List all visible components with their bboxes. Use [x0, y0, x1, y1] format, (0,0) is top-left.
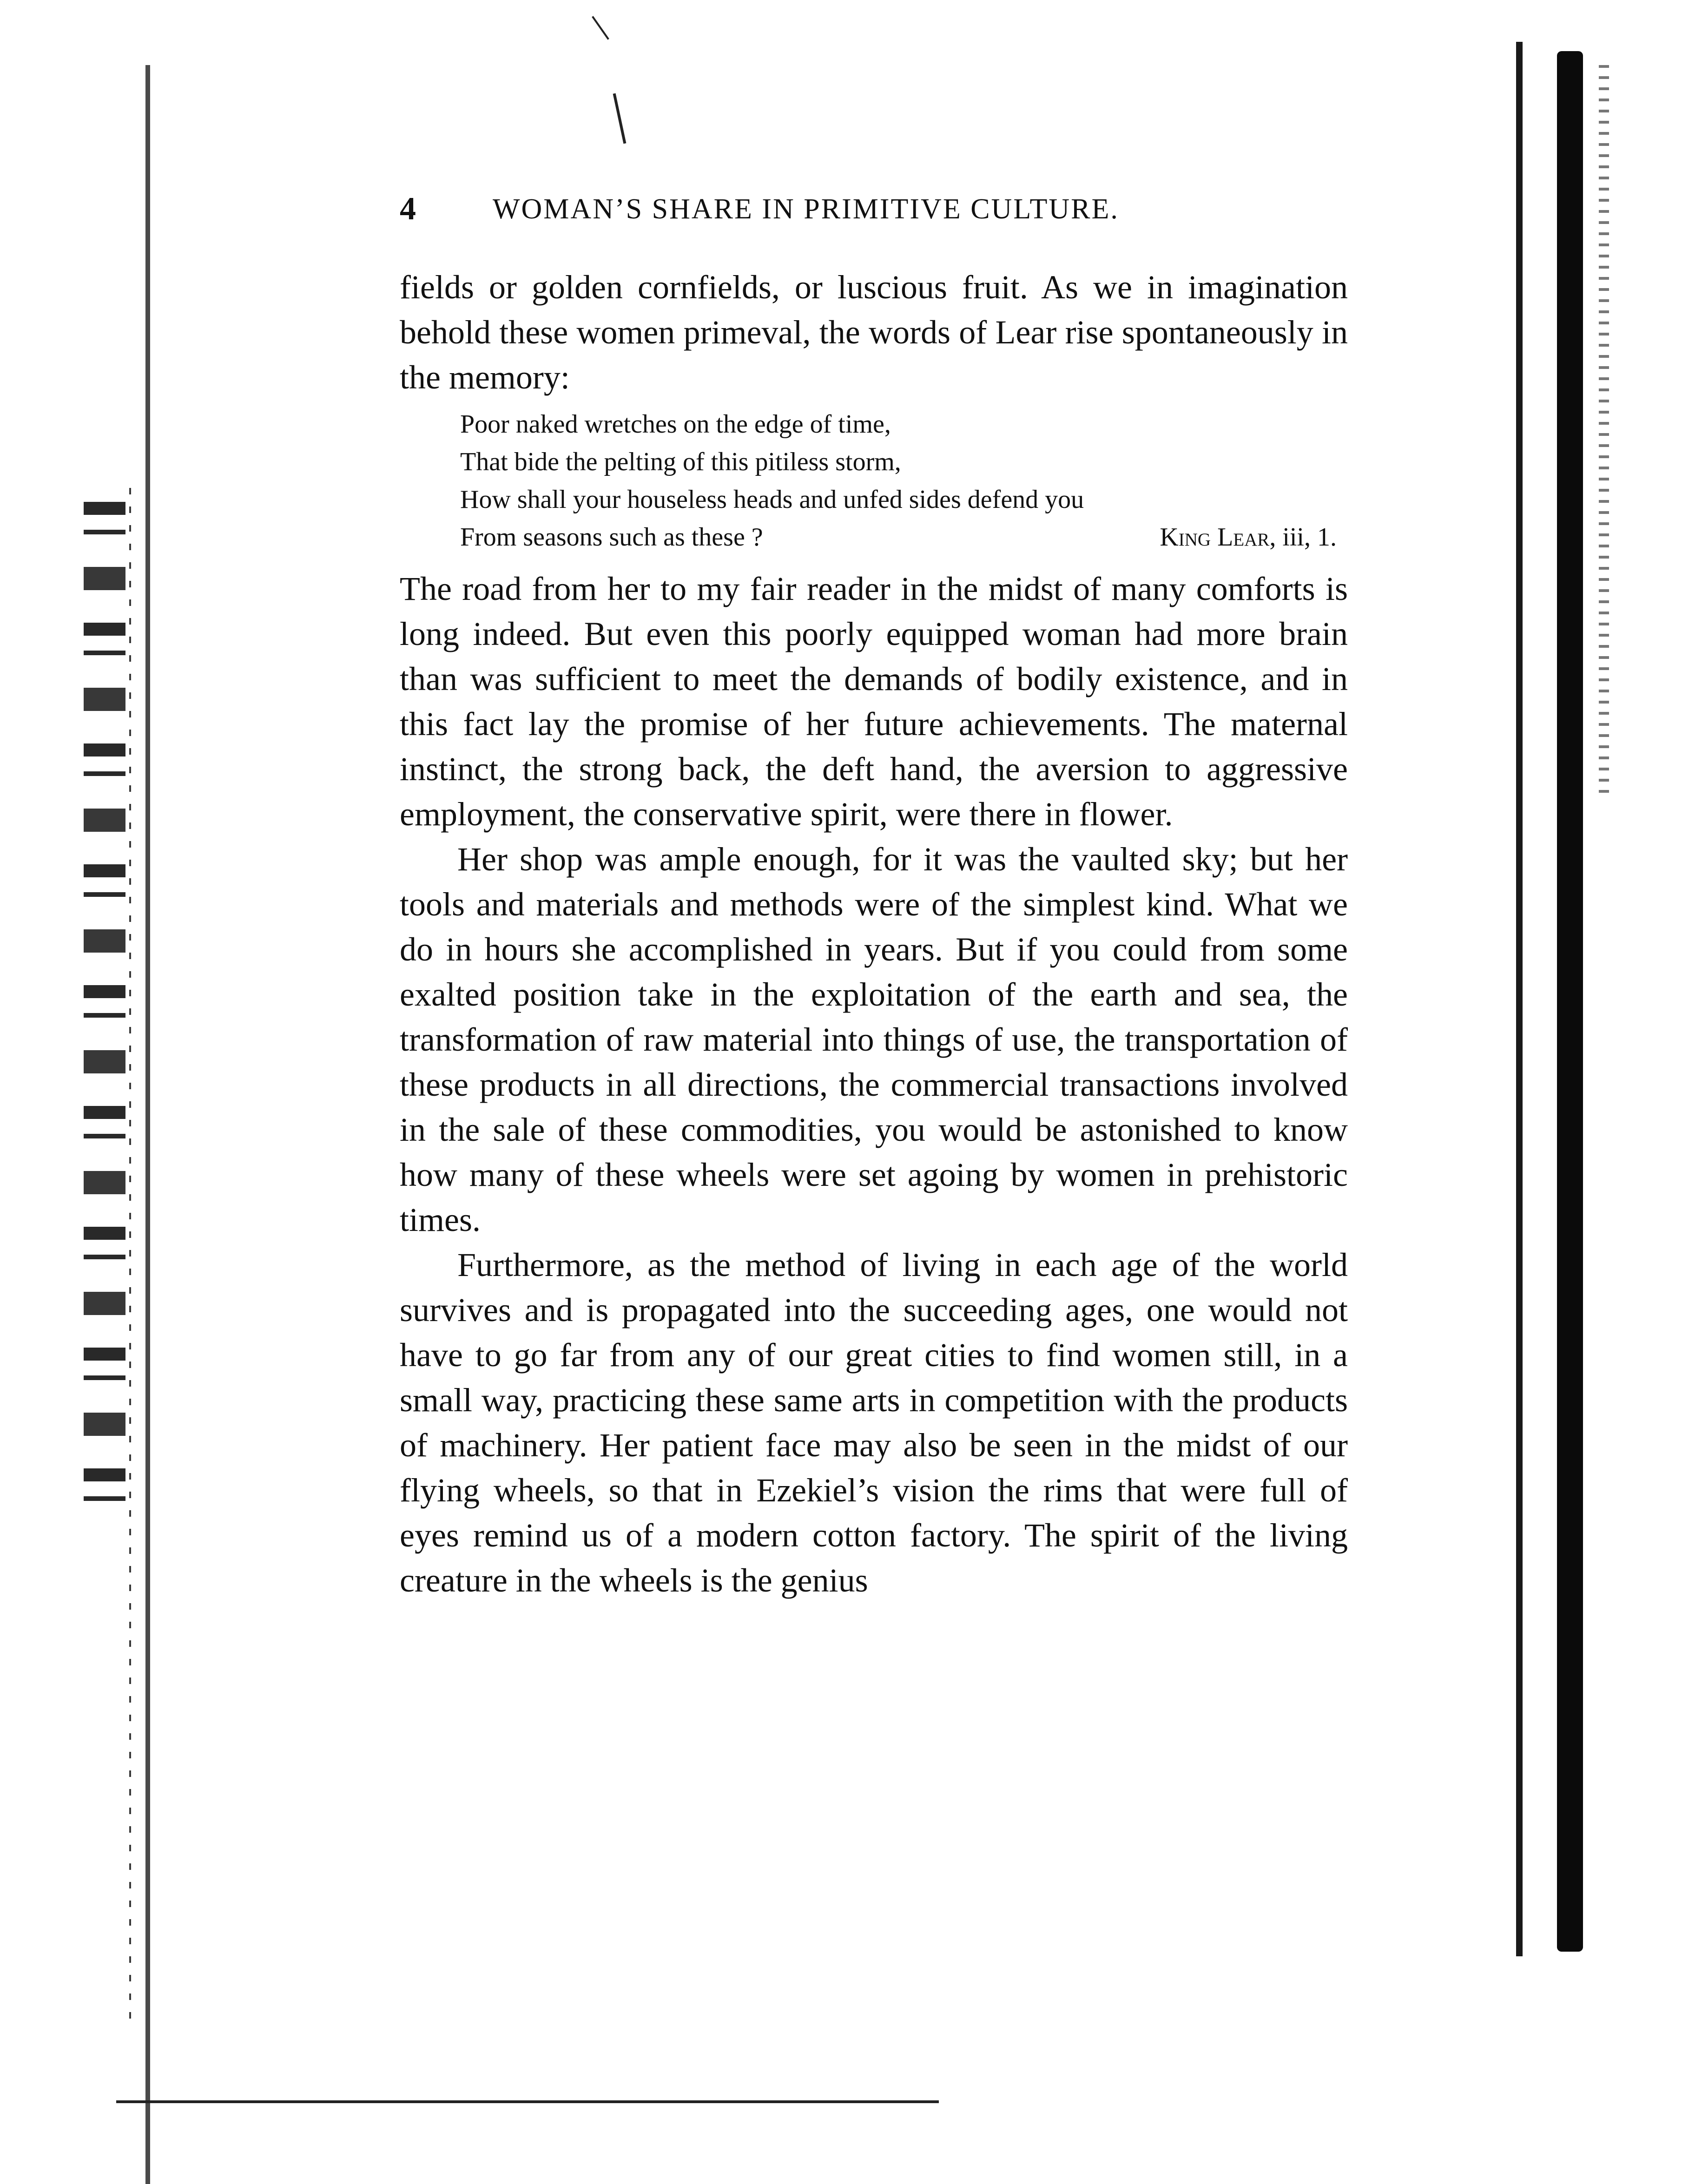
citation-reference: , iii, 1.: [1269, 523, 1337, 552]
citation-work: King Lear: [1160, 523, 1270, 552]
scan-right-specks: [1599, 65, 1609, 799]
ink-mark: [592, 16, 609, 39]
verse-line: Poor naked wretches on the edge of time,: [460, 410, 891, 439]
verse-line: That bide the pelting of this pitiless storm,: [460, 447, 901, 476]
scan-left-edge-line: [145, 65, 150, 2184]
page-number: 4: [400, 191, 417, 227]
scan-binding-band: [1557, 51, 1583, 1952]
verse-line: How shall your houseless heads and unfed sides defend you: [460, 485, 1084, 514]
page-body: [400, 265, 1348, 1603]
scan-bottom-edge-line: [116, 2100, 939, 2103]
paragraph-continued: fields or golden cornfields, or luscious fruit. As we in imagination behold these women primeval, the words of Lear rise spontaneously in the memory:: [400, 269, 1348, 396]
verse-citation: [1160, 519, 1337, 556]
verse-line: From seasons such as these ?: [460, 523, 763, 552]
scan-left-specks: [84, 502, 125, 1501]
scan-left-dotted-line: [129, 488, 131, 2021]
paragraph: The road from her to my fair reader in the midst of many comforts is long indeed. But even this poorly equipped woman had more brain than was sufficient to meet the demands of bodily existence, and in this fact lay the promise of her future achievements. The maternal instinct, the strong back, the deft hand, the aversion to aggressive employment, the conservative spirit, were there in flower.: [400, 570, 1348, 833]
ink-mark: [613, 93, 627, 144]
paragraph: Her shop was ample enough, for it was the vaulted sky; but her tools and materials and methods were of the simplest kind. What we do in hours she accomplished in years. But if you could from some exalted position take in the exploitation of the earth and sea, the transformation of raw material into things of use, the transportation of these products in all directions, the commercial transactions involved in the sale of these commodities, you would be astonished to know how many of these wheels were set agoing by women in prehistoric times.: [400, 841, 1348, 1238]
verse-last-line: [460, 519, 1348, 556]
paragraph: Furthermore, as the method of living in each age of the world survives and is propagated into the succeeding ages, one would not have to go far from any of our great cities to find women still, in a small way, practicing these same arts in competition with the products of machinery. Her patient face may also be seen in the midst of our flying wheels, so that in Ezekiel’s vision the rims that were full of eyes remind us of a modern cotton factory. The spirit of the living creature in the wheels is the genius: [400, 1246, 1348, 1599]
scan-right-edge-line: [1516, 42, 1523, 1956]
running-title: WOMAN’S SHARE IN PRIMITIVE CULTURE.: [493, 193, 1119, 225]
verse-quotation: [400, 400, 1348, 566]
running-header: [400, 191, 1362, 228]
